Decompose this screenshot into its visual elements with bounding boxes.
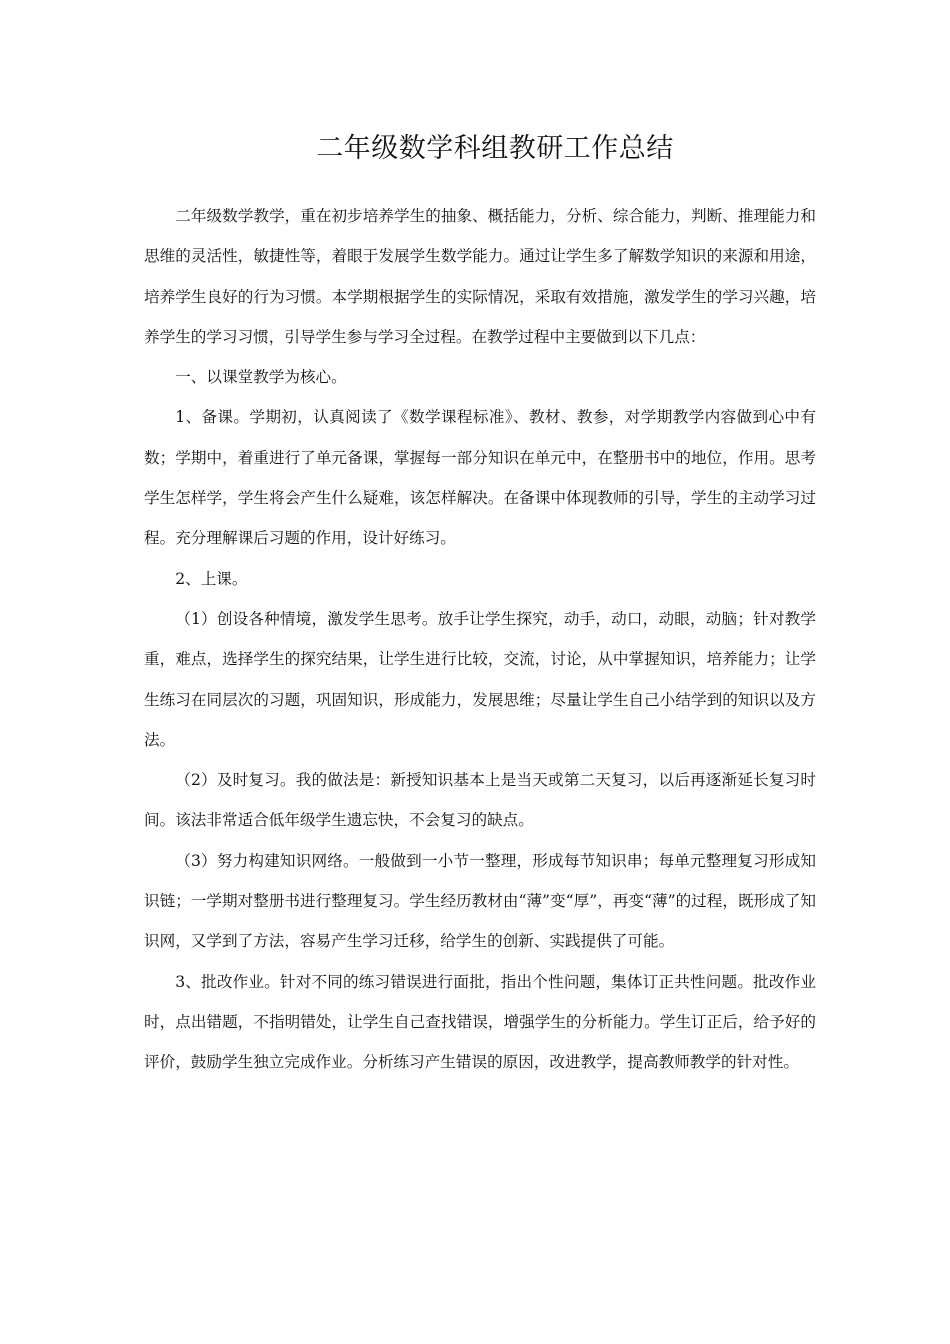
- paragraph-class-heading: 2、上课。: [175, 569, 248, 588]
- paragraph-homework: 3、批改作业。针对不同的练习错误进行面批，指出个性问题，集体订正共性问题。批改作业时，点出错题，不指明错处，让学生自己查找错误，增强学生的分析能力。学生订正后，给予好的评价，鼓励学生独立完成作业。分析练习产生错误的原因，改进教学，提高教师教学的针对性。: [144, 972, 816, 1072]
- paragraph-item-1: （1）创设各种情境，激发学生思考。放手让学生探究，动手，动口，动眼，动脑；针对教学重，难点，选择学生的探究结果，让学生进行比较，交流，讨论，从中掌握知识，培养能力；让学生练习在同层次的习题，巩固知识，形成能力，发展思维；尽量让学生自己小结学到的知识以及方法。: [144, 609, 816, 749]
- document-body: [144, 196, 816, 1083]
- paragraph-item-2: （2）及时复习。我的做法是：新授知识基本上是当天或第二天复习，以后再逐渐延长复习时间。该法非常适合低年级学生遗忘快，不会复习的缺点。: [144, 771, 816, 830]
- paragraph-item-3: （3）努力构建知识网络。一般做到一小节一整理，形成每节知识串；每单元整理复习形成知识链；一学期对整册书进行整理复习。学生经历教材由“薄”变“厚”，再变“薄”的过程，既形成了知识网，又学到了方法，容易产生学习迁移，给学生的创新、实践提供了可能。: [144, 851, 816, 951]
- paragraph-intro: 二年级数学教学，重在初步培养学生的抽象、概括能力，分析、综合能力，判断、推理能力和思维的灵活性，敏捷性等，着眼于发展学生数学能力。通过让学生多了解数学知识的来源和用途，培养学生良好的行为习惯。本学期根据学生的实际情况，采取有效措施，激发学生的学习兴趣，培养学生的学习习惯，引导学生参与学习全过程。在教学过程中主要做到以下几点：: [144, 207, 816, 346]
- paragraph-section-heading: 一、以课堂教学为核心。: [175, 368, 347, 387]
- paragraph-lesson-prep: 1、备课。学期初，认真阅读了《数学课程标准》、教材、教参，对学期教学内容做到心中有数；学期中，着重进行了单元备课，掌握每一部分知识在单元中，在整册书中的地位，作用。思考学生怎样学，学生将会产生什么疑难，该怎样解决。在备课中体现教师的引导，学生的主动学习过程。充分理解课后习题的作用，设计好练习。: [144, 408, 816, 548]
- document-title: 二年级数学科组教研工作总结: [316, 133, 674, 164]
